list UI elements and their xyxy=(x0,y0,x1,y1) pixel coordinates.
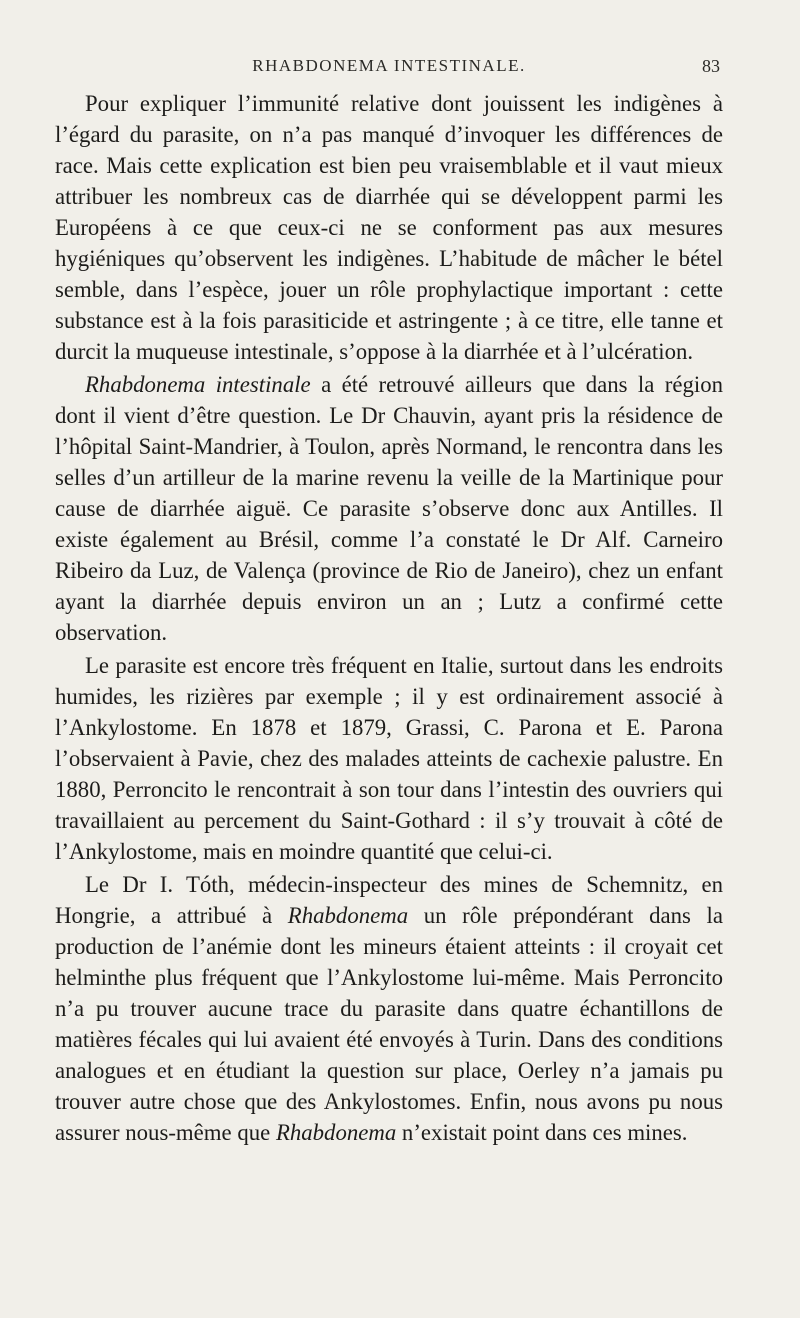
paragraph-hungary xyxy=(55,869,723,1148)
text-run: un rôle prépondérant dans la production de l’anémie dont les mineurs étaient atteints : il croyait cet helminthe plus fréquent que l’Ankylostome lui-même. Mais Perroncito n’a pu trouver aucune trace du parasite dans quatre échantillons de matières fécales qui lui avaient été envoyés à Turin. Dans des conditions analogues et en étudiant la question sur place, Oerley n’a jamais pu trouver autre chose que des Ankylostomes. Enfin, nous avons pu nous assurer nous-même que xyxy=(55,903,723,1145)
page-number: 83 xyxy=(702,56,720,76)
paragraph-distribution xyxy=(55,369,723,648)
paragraph-italy xyxy=(55,650,723,867)
page-header xyxy=(58,56,720,82)
page-body xyxy=(55,88,723,1148)
italic-term: Rhabdonema xyxy=(287,903,409,928)
text-run: Le Dr I. Tóth, médecin-inspecteur des mines de Schemnitz, en Hongrie, a attribué à xyxy=(55,872,723,928)
italic-term: Rhabdonema xyxy=(275,1120,397,1145)
text-run: a été retrouvé ailleurs que dans la région dont il vient d’être question. Le Dr Chauvin, ayant pris la résidence de l’hôpital Saint-Mandrier, à Toulon, après Normand, le rencontra dans les selles d’un artilleur de la marine revenu la veille de la Martinique pour cause de diarrhée aiguë. Ce parasite s’observe donc aux Antilles. Il existe également au Brésil, comme l’a constaté le Dr Alf. Carneiro Ribeiro da Luz, de Valença (province de Rio de Janeiro), chez un enfant ayant la diarrhée depuis environ un an ; Lutz a confirmé cette observation. xyxy=(55,372,723,645)
paragraph-immunity xyxy=(55,88,723,367)
text-run: n’existait point dans ces mines. xyxy=(396,1120,688,1145)
running-title: RHABDONEMA INTESTINALE. xyxy=(252,56,526,75)
text-run: Pour expliquer l’immunité relative dont jouissent les indigènes à l’égard du parasite, on n’a pas manqué d’invoquer les différences de race. Mais cette explication est bien peu vraisemblable et il vaut mieux attribuer les nombreux cas de diarrhée qui se développent parmi les Européens à ce que ceux-ci ne se conforment pas aux mesures hygiéniques qu’observent les indigènes. L’habitude de mâcher le bétel semble, dans l’espèce, jouer un rôle prophylactique important : cette substance est à la fois parasiticide et astringente ; à ce titre, elle tanne et durcit la muqueuse intestinale, s’oppose à la diarrhée et à l’ulcération. xyxy=(55,91,723,364)
text-run: Le parasite est encore très fréquent en Italie, surtout dans les endroits humides, les rizières par exemple ; il y est ordinairement associé à l’Ankylostome. En 1878 et 1879, Grassi, C. Parona et E. Parona l’observaient à Pavie, chez des malades atteints de cachexie palustre. En 1880, Perroncito le rencontrait à son tour dans l’intestin des ouvriers qui travaillaient au percement du Saint-Gothard : il s’y trouvait à côté de l’Ankylostome, mais en moindre quantité que celui-ci. xyxy=(55,653,723,864)
italic-term: Rhabdonema intestinale xyxy=(85,372,311,397)
